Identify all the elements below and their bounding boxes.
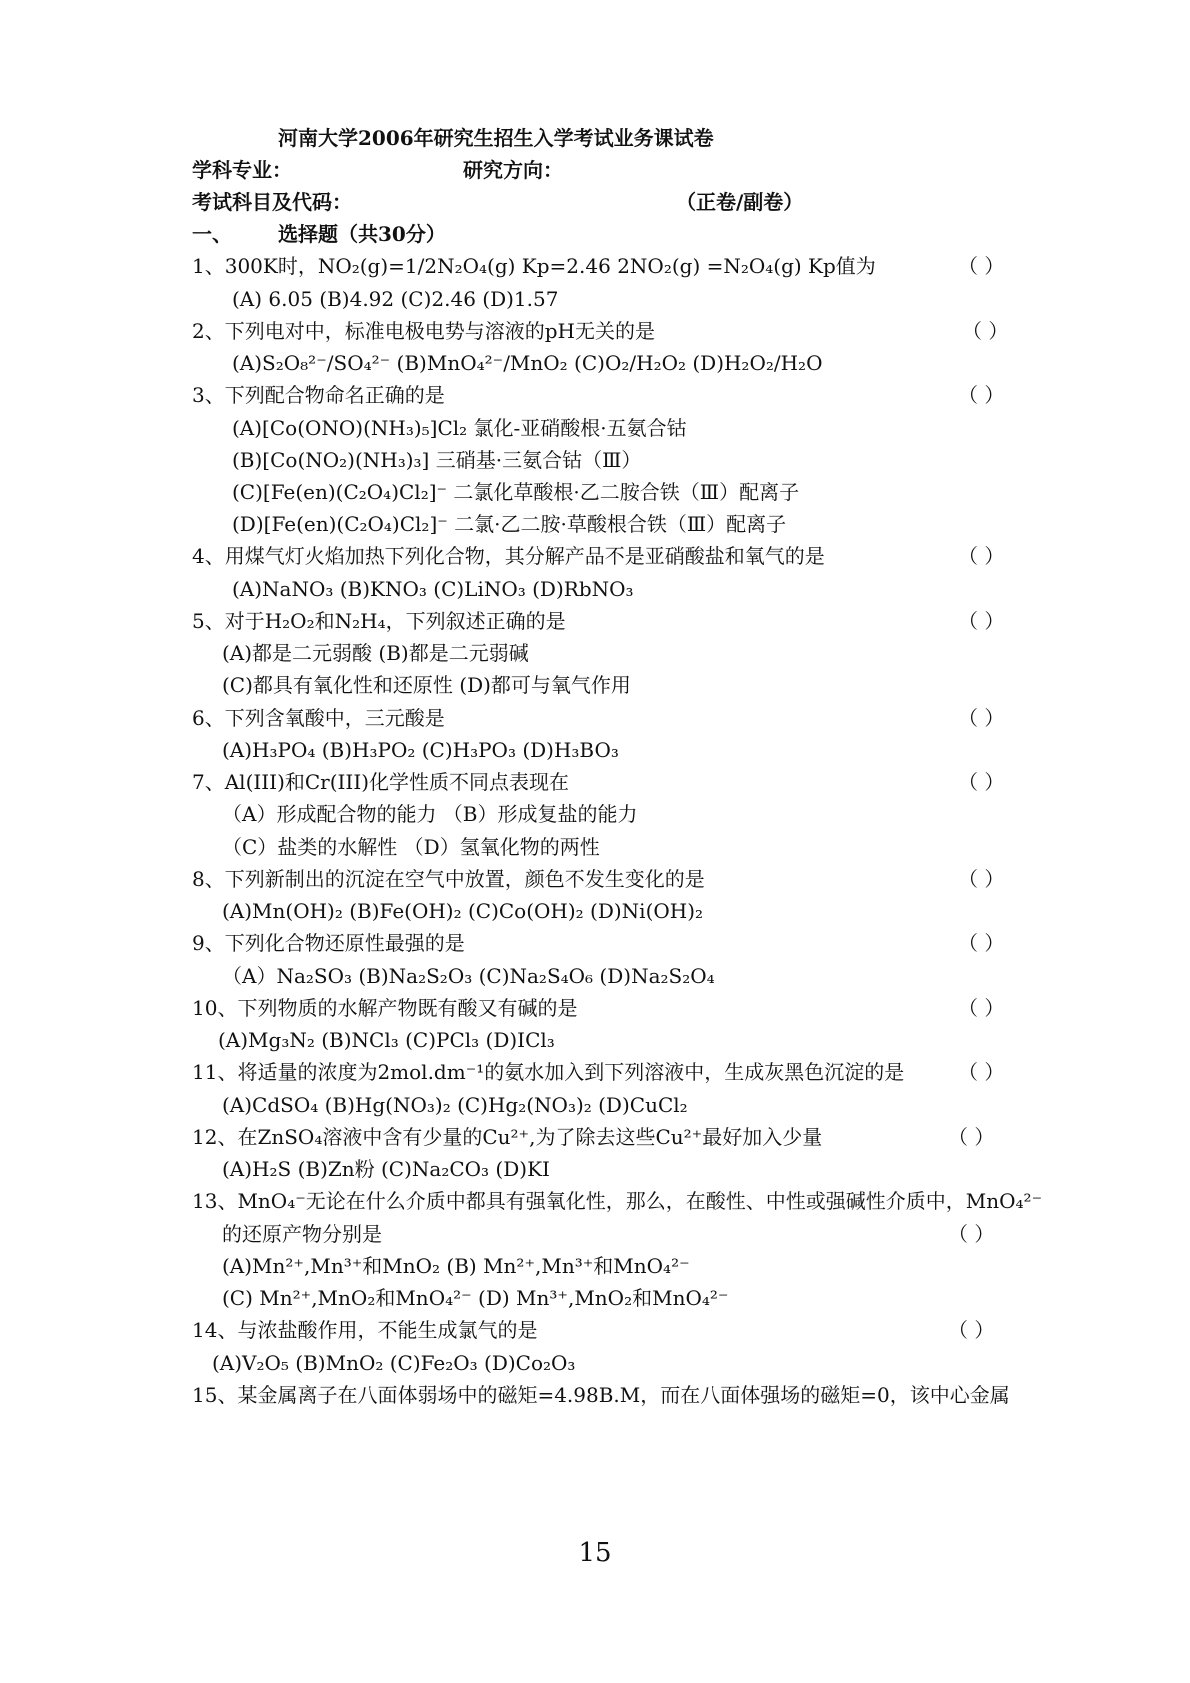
question-2: 2、下列电对中，标准电极电势与溶液的pH无关的是 xyxy=(192,319,655,343)
exam-title: 河南大学2006年研究生招生入学考试业务课试卷 xyxy=(278,126,714,150)
option-3d: (D)[Fe(en)(C₂O₄)Cl₂]⁻ 二氯·乙二胺·草酸根合铁（Ⅲ）配离子 xyxy=(232,512,787,536)
options-7-row1: （A）形成配合物的能力 （B）形成复盐的能力 xyxy=(222,802,638,826)
options-4: (A)NaNO₃ (B)KNO₃ (C)LiNO₃ (D)RbNO₃ xyxy=(232,577,634,601)
answer-bracket-7: （ ） xyxy=(958,770,1005,794)
answer-bracket-9: （ ） xyxy=(958,931,1005,955)
options-13-row1: (A)Mn²⁺,Mn³⁺和MnO₂ (B) Mn²⁺,Mn³⁺和MnO₄²⁻ xyxy=(222,1254,690,1278)
options-6: (A)H₃PO₄ (B)H₃PO₂ (C)H₃PO₃ (D)H₃BO₃ xyxy=(222,738,619,762)
question-8: 8、下列新制出的沉淀在空气中放置，颜色不发生变化的是 xyxy=(192,867,705,891)
option-3b: (B)[Co(NO₂)(NH₃)₃] 三硝基·三氨合钴（Ⅲ） xyxy=(232,448,642,472)
options-1: (A) 6.05 (B)4.92 (C)2.46 (D)1.57 xyxy=(232,287,559,311)
section-title: 选择题（共30分） xyxy=(278,222,446,246)
answer-bracket-5: （ ） xyxy=(958,609,1005,633)
question-4: 4、用煤气灯火焰加热下列化合物，其分解产品不是亚硝酸盐和氧气的是 xyxy=(192,544,825,568)
answer-bracket-13: （ ） xyxy=(948,1222,995,1246)
answer-bracket-3: （ ） xyxy=(958,383,1005,407)
options-13-row2: (C) Mn²⁺,MnO₂和MnO₄²⁻ (D) Mn³⁺,MnO₂和MnO₄²⁻ xyxy=(222,1286,729,1310)
answer-bracket-2: （ ） xyxy=(962,319,1009,343)
question-13: 13、MnO₄⁻无论在什么介质中都具有强氧化性，那么，在酸性、中性或强碱性介质中，MnO₄²⁻ xyxy=(192,1189,1043,1213)
paper-type: （正卷/副卷） xyxy=(676,190,804,214)
question-3: 3、下列配合物命名正确的是 xyxy=(192,383,445,407)
section-number: 一、 xyxy=(192,222,232,246)
option-3c: (C)[Fe(en)(C₂O₄)Cl₂]⁻ 二氯化草酸根·乙二胺合铁（Ⅲ）配离子 xyxy=(232,480,800,504)
question-7: 7、Al(III)和Cr(III)化学性质不同点表现在 xyxy=(192,770,570,794)
question-6: 6、下列含氧酸中，三元酸是 xyxy=(192,706,445,730)
direction-label: 研究方向： xyxy=(463,158,563,182)
options-2: (A)S₂O₈²⁻/SO₄²⁻ (B)MnO₄²⁻/MnO₂ (C)O₂/H₂O₂ (D)H₂O₂/H₂O xyxy=(232,351,823,375)
options-10: (A)Mg₃N₂ (B)NCl₃ (C)PCl₃ (D)ICl₃ xyxy=(218,1028,555,1052)
options-5-row2: (C)都具有氧化性和还原性 (D)都可与氧气作用 xyxy=(222,673,631,697)
question-9: 9、下列化合物还原性最强的是 xyxy=(192,931,465,955)
options-11: (A)CdSO₄ (B)Hg(NO₃)₂ (C)Hg₂(NO₃)₂ (D)CuCl₂ xyxy=(222,1093,688,1117)
options-12: (A)H₂S (B)Zn粉 (C)Na₂CO₃ (D)KI xyxy=(222,1157,550,1181)
options-14: (A)V₂O₅ (B)MnO₂ (C)Fe₂O₃ (D)Co₂O₃ xyxy=(212,1351,576,1375)
answer-bracket-4: （ ） xyxy=(958,544,1005,568)
answer-bracket-10: （ ） xyxy=(958,996,1005,1020)
answer-bracket-6: （ ） xyxy=(958,706,1005,730)
question-11: 11、将适量的浓度为2mol.dm⁻¹的氨水加入到下列溶液中，生成灰黑色沉淀的是 xyxy=(192,1060,905,1084)
page-number: 15 xyxy=(578,1538,612,1568)
question-1: 1、300K时，NO₂(g)=1/2N₂O₄(g) Kp=2.46 2NO₂(g) =N₂O₄(g) Kp值为 xyxy=(192,254,876,278)
question-15: 15、某金属离子在八面体弱场中的磁矩=4.98B.M，而在八面体强场的磁矩=0，该中心金属 xyxy=(192,1383,1010,1407)
option-3a: (A)[Co(ONO)(NH₃)₅]Cl₂ 氯化-亚硝酸根·五氨合钴 xyxy=(232,416,687,440)
options-5-row1: (A)都是二元弱酸 (B)都是二元弱碱 xyxy=(222,641,529,665)
question-10: 10、下列物质的水解产物既有酸又有碱的是 xyxy=(192,996,578,1020)
answer-bracket-1: （ ） xyxy=(958,254,1005,278)
answer-bracket-12: （ ） xyxy=(948,1125,995,1149)
options-8: (A)Mn(OH)₂ (B)Fe(OH)₂ (C)Co(OH)₂ (D)Ni(OH)₂ xyxy=(222,899,704,923)
question-13-cont: 的还原产物分别是 xyxy=(222,1222,382,1246)
discipline-label: 学科专业： xyxy=(192,158,292,182)
subject-label: 考试科目及代码： xyxy=(192,190,352,214)
answer-bracket-8: （ ） xyxy=(958,867,1005,891)
question-14: 14、与浓盐酸作用，不能生成氯气的是 xyxy=(192,1318,538,1342)
answer-bracket-11: （ ） xyxy=(958,1060,1005,1084)
question-5: 5、对于H₂O₂和N₂H₄，下列叙述正确的是 xyxy=(192,609,566,633)
answer-bracket-14: （ ） xyxy=(948,1318,995,1342)
question-12: 12、在ZnSO₄溶液中含有少量的Cu²⁺,为了除去这些Cu²⁺最好加入少量 xyxy=(192,1125,823,1149)
options-9: （A）Na₂SO₃ (B)Na₂S₂O₃ (C)Na₂S₄O₆ (D)Na₂S₂O₄ xyxy=(222,964,715,988)
options-7-row2: （C）盐类的水解性 （D）氢氧化物的两性 xyxy=(222,835,600,859)
